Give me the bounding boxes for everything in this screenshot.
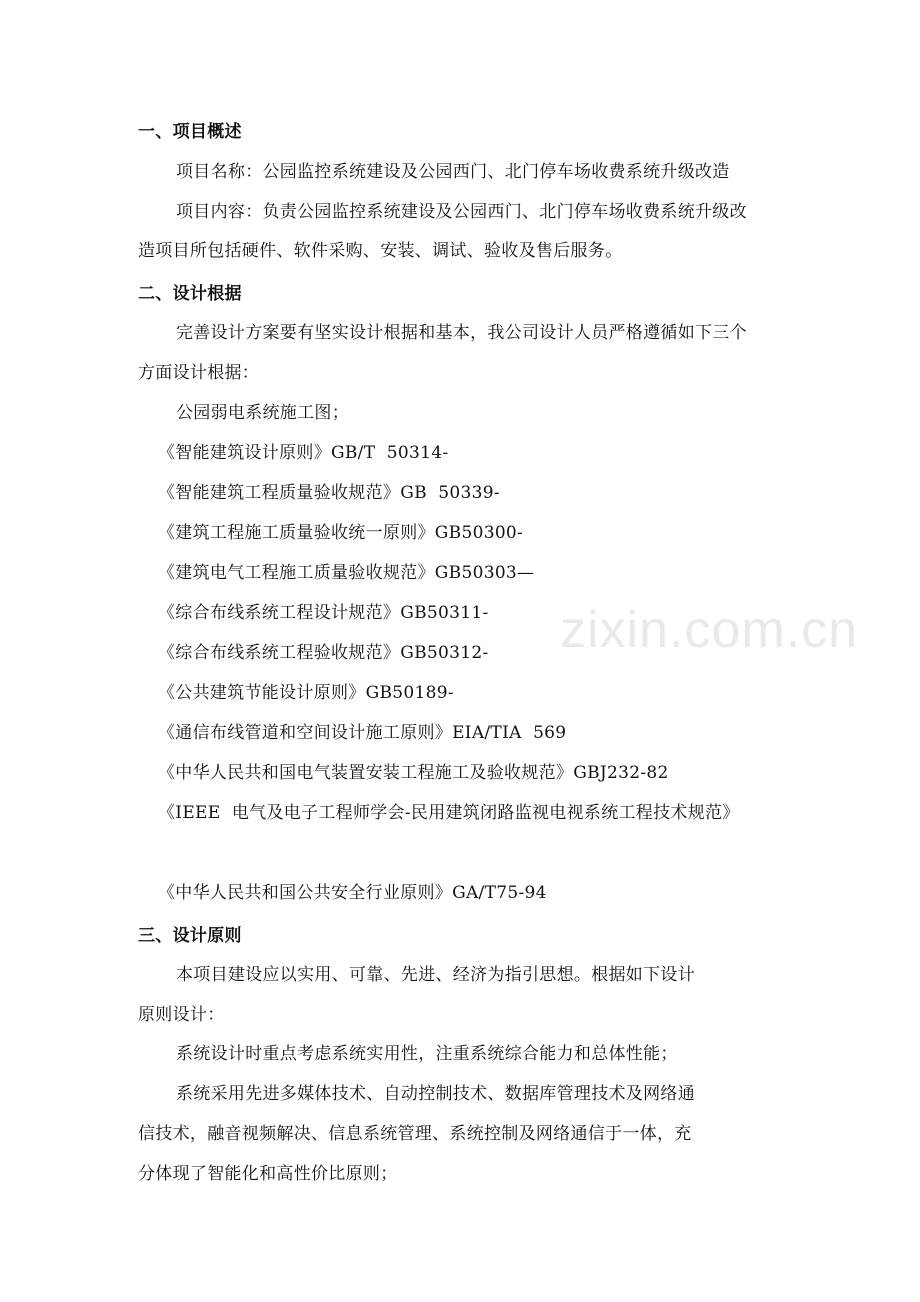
principles-intro-line-2: 原则设计：	[138, 1005, 225, 1025]
basis-item: 公园弱电系统施工图；	[176, 403, 349, 423]
basis-item: 《公共建筑节能设计原则》GB50189-	[158, 683, 454, 703]
basis-item: 《综合布线系统工程设计规范》GB50311-	[158, 603, 489, 623]
basis-item: 《中华人民共和国公共安全行业原则》GA/T75-94	[158, 883, 547, 903]
basis-item: 《智能建筑设计原则》GB/T 50314-	[158, 443, 449, 463]
basis-item: 《智能建筑工程质量验收规范》GB 50339-	[158, 483, 500, 503]
principle-paragraph-2-line-1: 系统采用先进多媒体技术、自动控制技术、数据库管理技术及网络通	[176, 1084, 695, 1104]
design-basis-intro-line-1: 完善设计方案要有坚实设计根据和基本，我公司设计人员严格遵循如下三个	[176, 323, 747, 343]
principles-intro-line-1: 本项目建设应以实用、可靠、先进、经济为指引思想。根据如下设计	[176, 965, 695, 985]
project-content-line-2: 造项目所包括硬件、软件采购、安装、调试、验收及售后服务。	[138, 241, 623, 261]
project-content-line-1: 项目内容：负责公园监控系统建设及公园西门、北门停车场收费系统升级改	[176, 202, 747, 222]
basis-item: 《IEEE 电气及电子工程师学会-民用建筑闭路监视电视系统工程技术规范》	[158, 803, 740, 823]
section-2-heading: 二、设计根据	[138, 284, 242, 304]
section-3-heading: 三、设计原则	[138, 926, 242, 946]
design-basis-intro-line-2: 方面设计根据：	[138, 363, 260, 383]
watermark: zixin.com.cn	[560, 601, 859, 659]
basis-item: 《中华人民共和国电气装置安装工程施工及验收规范》GBJ232-82	[158, 763, 669, 783]
basis-item: 《综合布线系统工程验收规范》GB50312-	[158, 643, 489, 663]
principle-paragraph-1: 系统设计时重点考虑系统实用性，注重系统综合能力和总体性能；	[176, 1044, 678, 1064]
basis-item: 《建筑工程施工质量验收统一原则》GB50300-	[158, 523, 524, 543]
basis-item: 《通信布线管道和空间设计施工原则》EIA/TIA 569	[158, 723, 567, 743]
project-name-line: 项目名称：公园监控系统建设及公园西门、北门停车场收费系统升级改造	[176, 162, 730, 182]
principle-paragraph-2-line-3: 分体现了智能化和高性价比原则；	[138, 1164, 398, 1184]
section-1-heading: 一、项目概述	[138, 122, 242, 142]
basis-item: 《建筑电气工程施工质量验收规范》GB50303—	[158, 563, 535, 583]
principle-paragraph-2-line-2: 信技术，融音视频解决、信息系统管理、系统控制及网络通信于一体，充	[138, 1124, 692, 1144]
